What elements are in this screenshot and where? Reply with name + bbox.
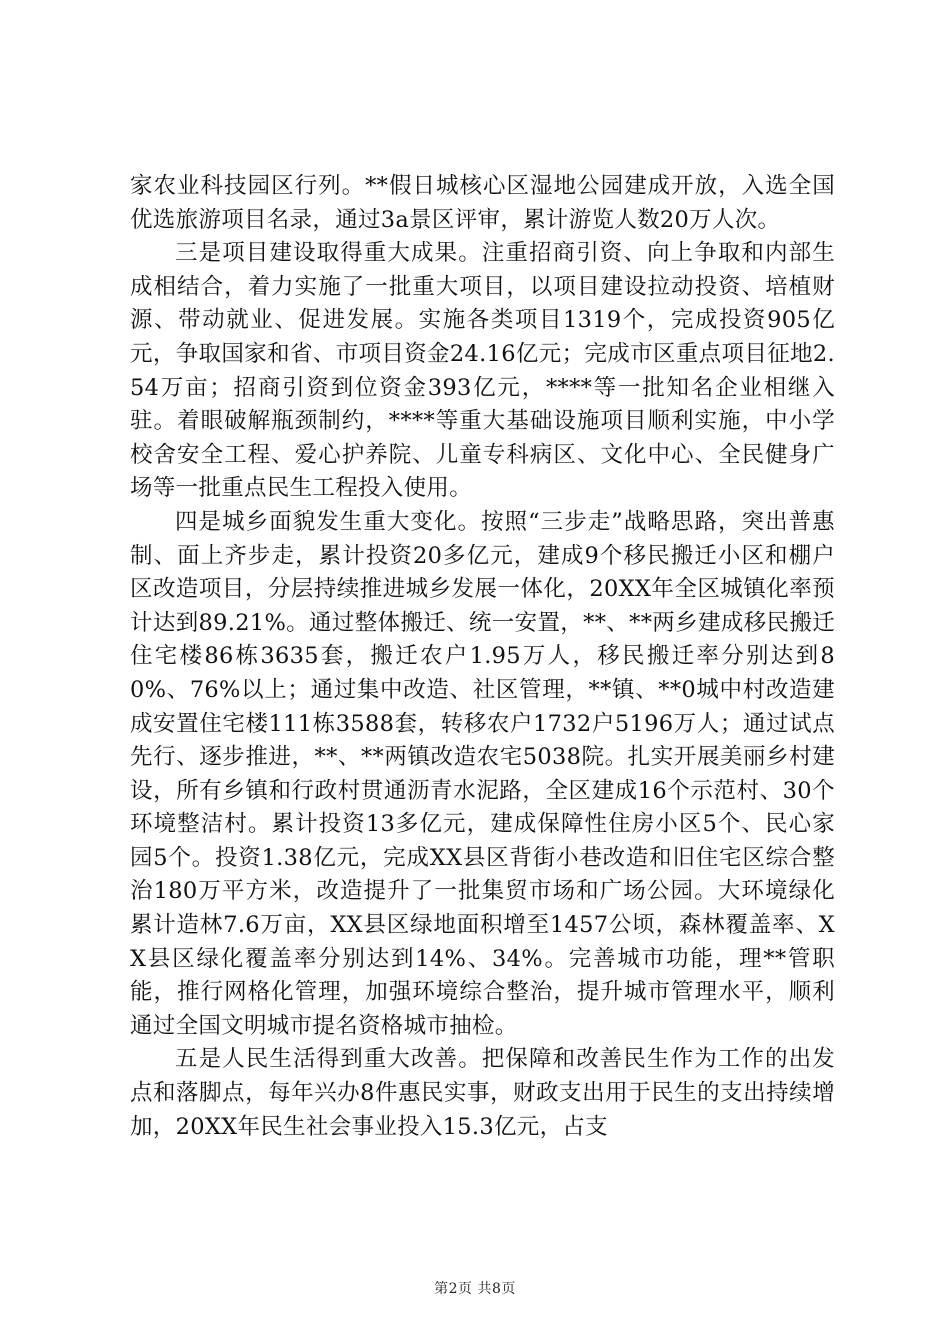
document-body <box>130 170 835 1144</box>
page-footer: 第2页 共8页 <box>434 1281 516 1297</box>
paragraph-project-construction: 三是项目建设取得重大成果。注重招商引资、向上争取和内部生成相结合，着力实施了一批重大项目，以项目建设拉动投资、培植财源、带动就业、促进发展。实施各类项目1319个，完成投资905亿元，争取国家和省、市项目资金24.16亿元；完成市区重点项目征地2.54万亩；招商引资到位资金393亿元，****等一批知名企业相继入驻。着眼破解瓶颈制约，****等重大基础设施项目顺利实施，中小学校舍安全工程、爱心护养院、儿童专科病区、文化中心、全民健身广场等一批重点民生工程投入使用。 <box>130 240 835 502</box>
paragraph-urban-rural-change: 四是城乡面貌发生重大变化。按照“三步走”战略思路，突出普惠制、面上齐步走，累计投资20多亿元，建成9个移民搬迁小区和棚户区改造项目，分层持续推进城乡发展一体化，20XX年全区城镇化率预计达到89.21%。通过整体搬迁、统一安置，**、**两乡建成移民搬迁住宅楼86栋3635套，搬迁农户1.95万人，移民搬迁率分别达到80%、76%以上；通过集中改造、社区管理，**镇、**0城中村改造建成安置住宅楼111栋3588套，转移农户1732户5196万人；通过试点先行、逐步推进，**、**两镇改造农宅5038院。扎实开展美丽乡村建设，所有乡镇和行政村贯通沥青水泥路，全区建成16个示范村、30个环境整洁村。累计投资13多亿元，建成保障性住房小区5个、民心家园5个。投资1.38亿元，完成XX县区背街小巷改造和旧住宅区综合整治180万平方米，改造提升了一批集贸市场和广场公园。大环境绿化累计造林7.6万亩，XX县区绿地面积增至1457公顷，森林覆盖率、XX县区绿化覆盖率分别达到14%、34%。完善城市功能，理**管职能，推行网格化管理，加强环境综合整治，提升城市管理水平，顺利通过全国文明城市提名资格城市抽检。 <box>130 508 835 1039</box>
paragraph-continued: 家农业科技园区行列。**假日城核心区湿地公园建成开放，入选全国优选旅游项目名录，通过3a景区评审，累计游览人数20万人次。 <box>130 173 835 233</box>
paragraph-livelihood-improvement: 五是人民生活得到重大改善。把保障和改善民生作为工作的出发点和落脚点，每年兴办8件惠民实事，财政支出用于民生的支出持续增加，20XX年民生社会事业投入15.3亿元，占支 <box>130 1046 835 1140</box>
